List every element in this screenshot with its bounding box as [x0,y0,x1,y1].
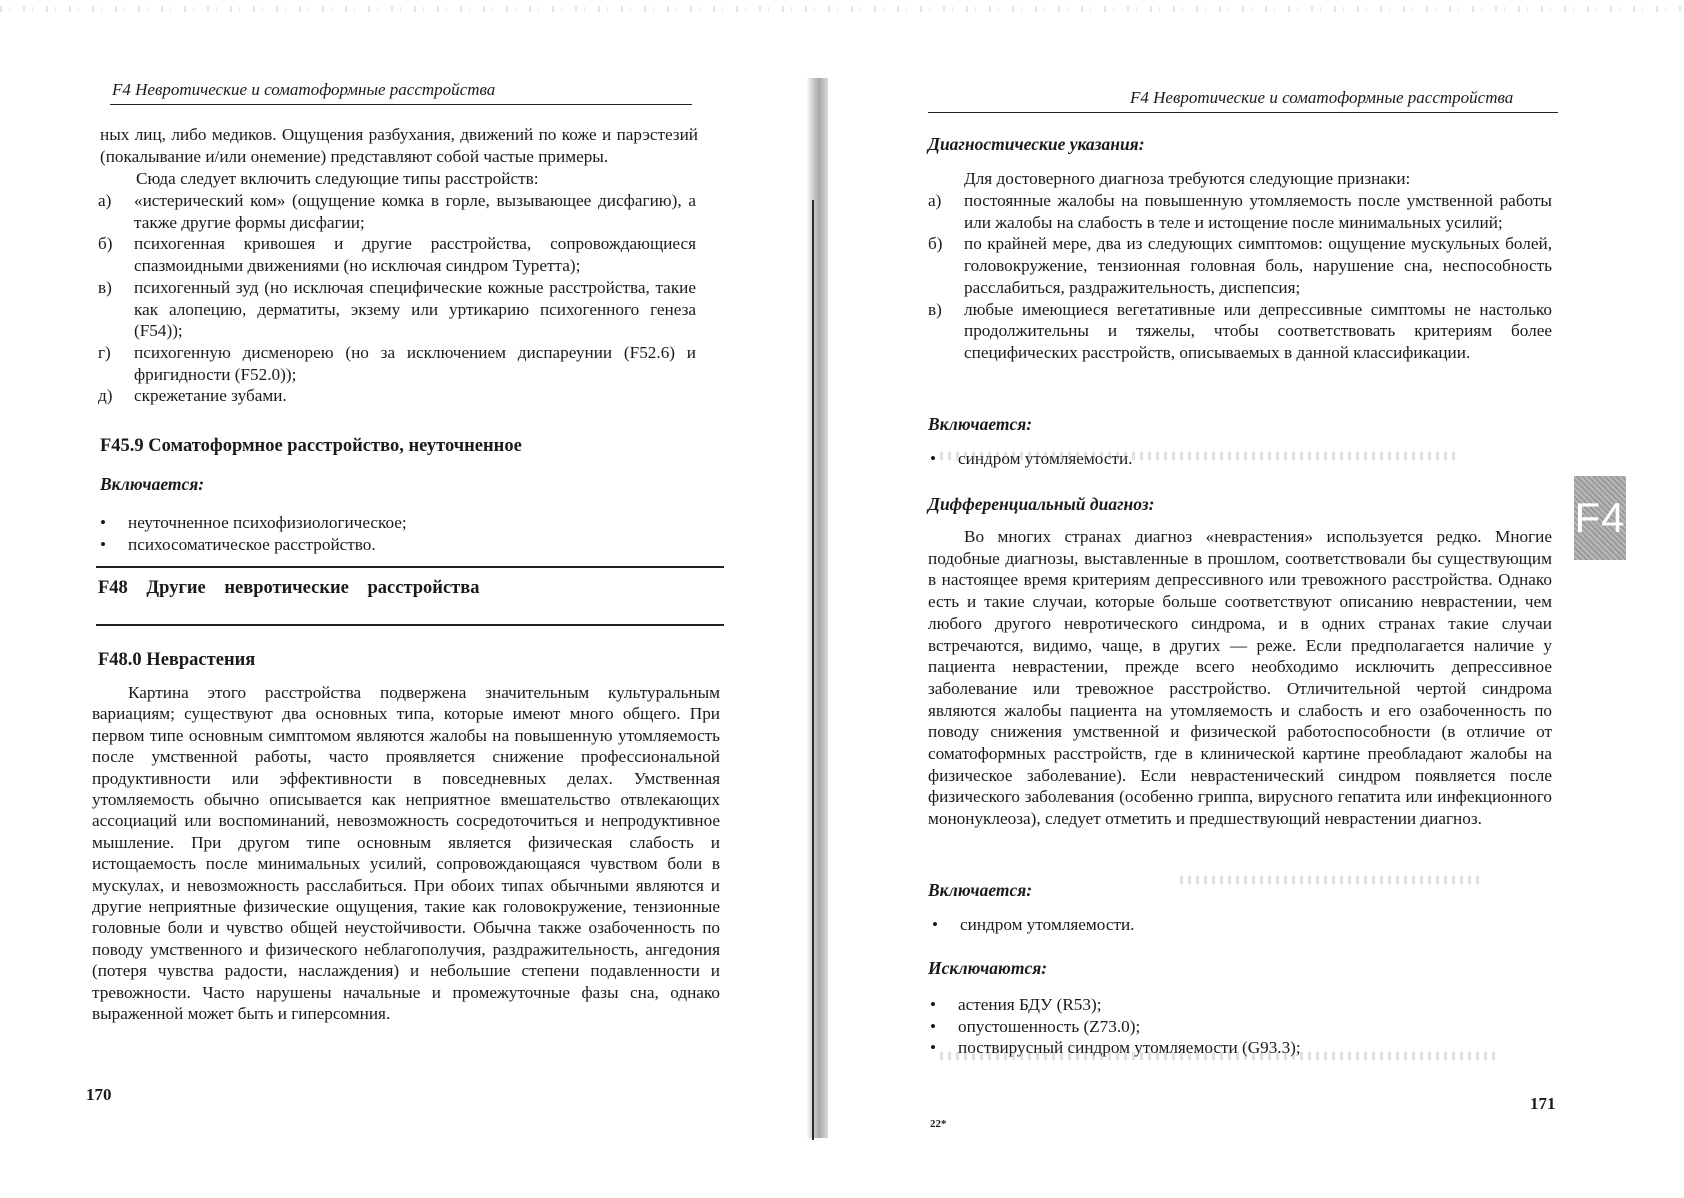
includes-label-2: Включается: [928,880,1033,900]
bleed-through-mark [940,452,1460,460]
left-page [0,0,790,1198]
f480-description: Картина этого расстройства подвержена значительным культуральным вариациям; существуют два основных типа, которые имеют много общего. При первом типе основным симптомом являются жалобы на повышенную утомляемость после умственной работы, часто проявляется снижение профессиональной продуктивности или эффективности в повседневных делах. Умственная утомляемость обычно описывается как неприятное вмешательство отвлекающих ассоциаций или воспоминаний, невозможность сосредоточиться и непродуктивное мышление. При другом типе основным является физическая слабость и истощаемость после минимальных усилий, сопровождающаяся чувством боли в мускулах, и невозможность расслабиться. При обоих типах обычными являются и другие неприятные физические ощущения, такие как головокружение, тензионные головные боли и чувство общей неустойчивости. Обычна также озабоченность по поводу умственного и физического неблагополучия, раздражительность, ангедония (потеря чувства радости, наслаждения) и небольшие степени подавленности и тревожности. Часто нарушены начальные и промежуточные фазы сна, однако выраженной может быть и гиперсомния. [92,683,720,1024]
printer-signature: 22* [930,1118,947,1130]
left-running-head: F4 Невротические и соматоформные расстройства [112,80,496,99]
list-item: а) «истерический ком» (ощущение комка в горле, вызывающее дисфагию), а также другие формы дисфагии; [98,191,696,232]
diagnostic-guidelines-label: Диагностические указания: [928,134,1145,154]
types-intro: Сюда следует включить следующие типы расстройств: [136,169,539,188]
includes-list-2 [932,914,1540,936]
f459-heading: F45.9 Соматоформное расстройство, неуточненное [100,436,522,456]
f480-heading: F48.0 Неврастения [98,650,256,670]
list-item: а) постоянные жалобы на повышенную утомляемость после умственной работы или жалобы на слабость в теле и истощение после минимальных усилий; [928,191,1552,232]
bleed-through-mark [1180,876,1480,884]
list-item: б) по крайней мере, два из следующих симптомов: ощущение мускульных болей, головокружение, тензионная головная боль, нарушение сна, неспособность расслабиться, раздражительность, диспепсия; [928,234,1552,297]
list-item: в) психогенный зуд (но исключая специфические кожные расстройства, такие как алопецию, дерматиты, экзему или уртикарию психогенного генеза (F54)); [98,277,696,341]
list-item: • опустошенность (Z73.0); [930,1016,1141,1036]
f48-rule-bottom [96,624,724,626]
left-head-rule [110,104,692,105]
right-running-head: F4 Невротические и соматоформные расстройства [1130,88,1514,107]
left-cont-paragraph: ных лиц, либо медиков. Ощущения разбухания, движений по коже и парэстезий (покалывание и/или онемение) представляют собой частые примеры. [100,125,698,166]
gutter-line [812,200,814,1140]
excludes-list [930,994,1538,1059]
list-item: • неуточненное психофизиологическое; [100,513,407,532]
f48-heading: F48 Другие невротические расстройства [98,578,480,598]
list-item: в) любые имеющиеся вегетативные или депрессивные симптомы не настолько продолжительны и тяжелы, чтобы соответствовать критериям более специфических расстройств, описываемых в данной классификации. [928,299,1552,362]
list-item: • астения БДУ (R53); [930,995,1102,1014]
right-page-number: 171 [1530,1094,1556,1113]
differential-diagnosis-label: Дифференциальный диагноз: [928,494,1155,514]
left-page-number: 170 [86,1085,112,1104]
f459-includes-label: Включается: [100,474,205,494]
f48-rule-top [96,566,724,568]
right-page [818,0,1684,1198]
list-item: • синдром утомляемости. [930,449,1133,468]
section-tab-label: F4 [1574,494,1626,541]
section-thumb-tab [1574,476,1626,560]
list-item: • психосоматическое расстройство. [100,534,376,554]
differential-diagnosis-text: Во многих странах диагноз «неврастения» используется редко. Многие подобные диагнозы, выставленные в прошлом, соответствовали бы существующим в настоящее время критериям депрессивного или тревожного расстройства. Однако есть и такие случаи, которые больше соответствуют описанию неврастении, чем любого другого невротического синдрома, и в одних странах такие случаи встречаются, видимо, чаще, в других — реже. Если предполагается наличие у пациента неврастении, прежде всего необходимо исключить депрессивное заболевание или тревожное расстройство. Отличительной чертой синдрома являются жалобы пациента на утомляемость и слабость и его озабоченность по поводу снижения умственной и физической работоспособности (в отличие от соматоформных расстройств, где в клинической картине преобладают жалобы на физическое заболевание). Если неврастенический синдром появляется после физического заболевания (особенно гриппа, вирусного гепатита или инфекционного мононуклеоза), следует отметить и предшествующий неврастении диагноз. [928,527,1552,829]
bleed-through-mark [940,1052,1500,1060]
f459-includes-list [100,512,688,555]
excludes-label: Исключаются: [928,958,1048,978]
right-head-rule [928,112,1558,113]
list-item: • поствирусный синдром утомляемости (G93.3); [930,1038,1301,1058]
includes-label-1: Включается: [928,414,1033,434]
diagnostic-criteria-list [928,190,1552,364]
types-list [98,190,696,407]
list-item: д) скрежетание зубами. [98,386,287,406]
diagnostic-intro: Для достоверного диагноза требуются следующие признаки: [964,169,1411,188]
list-item: • синдром утомляемости. [932,915,1135,934]
list-item: б) психогенная кривошея и другие расстройства, сопровождающиеся спазмоидными движениями (но исключая синдром Туретта); [98,234,696,276]
list-item: г) психогенную дисменорею (но за исключением диспареунии (F52.6) и фригидности (F52.0)); [98,342,696,384]
